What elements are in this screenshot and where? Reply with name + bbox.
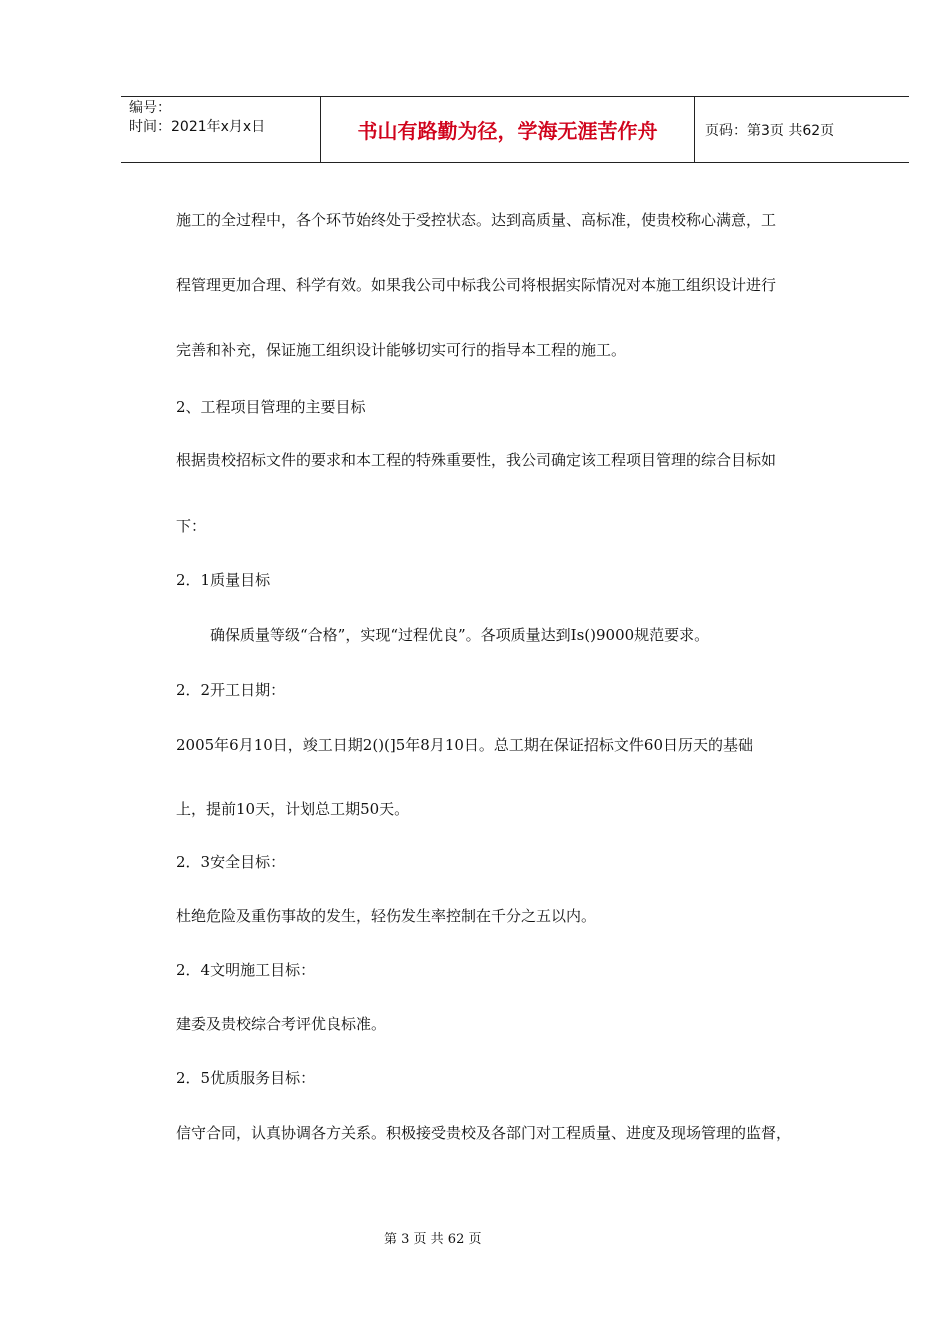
- subsection-heading: 2．3安全目标：: [176, 853, 286, 871]
- subsection-heading: 2．5优质服务目标：: [176, 1069, 316, 1087]
- body-line: 杜绝危险及重伤事故的发生，轻伤发生率控制在千分之五以内。: [176, 907, 597, 925]
- document-time-label: 时间：2021年x月x日: [129, 119, 266, 135]
- body-line: 完善和补充，保证施工组织设计能够切实可行的指导本工程的施工。: [176, 341, 627, 359]
- subsection-heading: 2．4文明施工目标：: [176, 961, 316, 979]
- body-line: 下：: [176, 517, 207, 535]
- document-header: [121, 96, 909, 163]
- section-heading: 2、工程项目管理的主要目标: [176, 398, 366, 416]
- body-line: 根据贵校招标文件的要求和本工程的特殊重要性，我公司确定该工程项目管理的综合目标如: [176, 451, 777, 469]
- body-line: 程管理更加合理、科学有效。如果我公司中标我公司将根据实际情况对本施工组织设计进行: [176, 276, 777, 294]
- body-line: 信守合同，认真协调各方关系。积极接受贵校及各部门对工程质量、进度及现场管理的监督，: [176, 1124, 792, 1142]
- subsection-heading: 2．1质量目标: [176, 571, 271, 589]
- body-line: 施工的全过程中，各个环节始终处于受控状态。达到高质量、高标准，使贵校称心满意，工: [176, 211, 777, 229]
- header-meta: [121, 97, 321, 162]
- body-line: 上，提前10天，计划总工期50天。: [176, 800, 410, 818]
- page-footer: 第 3 页 共 62 页: [384, 1232, 482, 1247]
- body-line: 2005年6月10日，竣工日期2()(]5年8月10日。总工期在保证招标文件60日历天的基础: [176, 736, 754, 754]
- body-line: 确保质量等级“合格”，实现“过程优良”。各项质量达到Is()9000规范要求。: [210, 626, 710, 644]
- document-number-label: 编号：: [129, 100, 171, 116]
- header-page-info: 页码：第3页 共62页: [705, 122, 835, 139]
- subsection-heading: 2．2开工日期：: [176, 681, 286, 699]
- body-line: 建委及贵校综合考评优良标准。: [176, 1015, 387, 1033]
- header-motto: 书山有路勤为径，学海无涯苦作舟: [321, 97, 695, 162]
